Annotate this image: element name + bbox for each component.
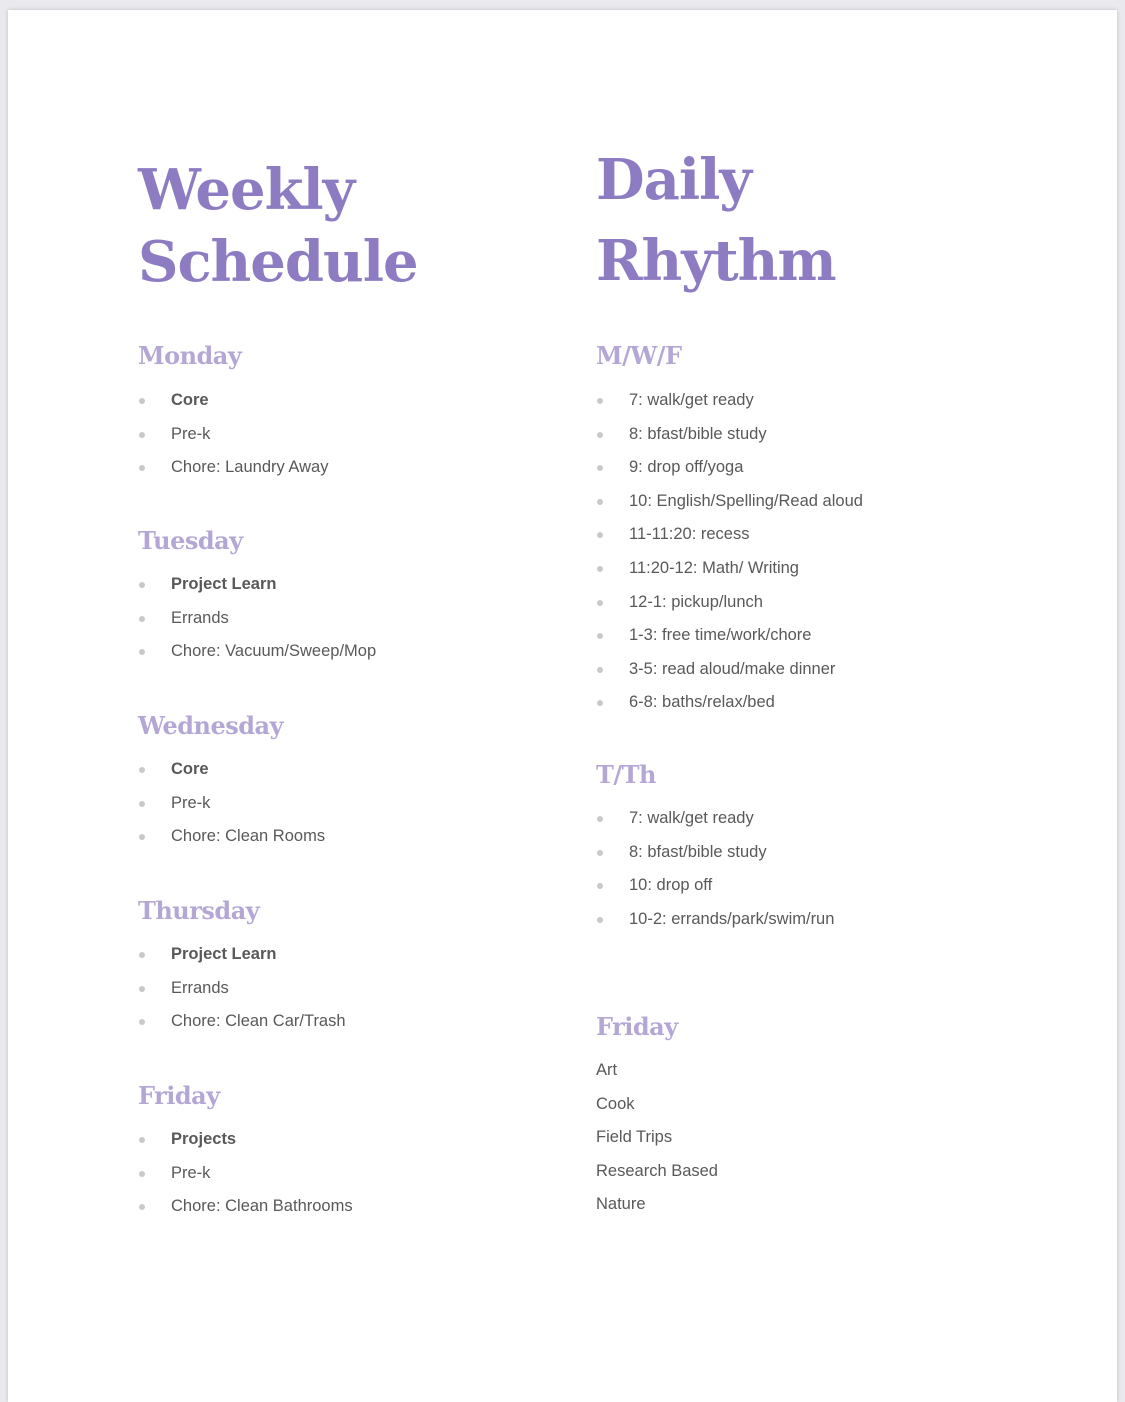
rhythm-heading-mwf: M/W/F bbox=[596, 341, 682, 370]
bullet-icon bbox=[597, 532, 603, 538]
list-item-text: Nature bbox=[596, 1195, 646, 1214]
document-page bbox=[8, 10, 1117, 1402]
rhythm-list-mwf bbox=[596, 384, 863, 720]
daily-title-line1: Daily bbox=[596, 147, 751, 213]
list-item bbox=[596, 552, 863, 586]
bullet-icon bbox=[139, 649, 145, 655]
bullet-icon bbox=[597, 465, 603, 471]
rhythm-list-tth bbox=[596, 802, 834, 936]
list-item bbox=[596, 1188, 718, 1222]
list-item-text: Chore: Laundry Away bbox=[171, 458, 329, 477]
list-item bbox=[138, 820, 325, 854]
list-item bbox=[138, 787, 325, 821]
list-item-text: Projects bbox=[171, 1130, 237, 1148]
list-item bbox=[596, 1088, 718, 1122]
list-item bbox=[138, 972, 346, 1006]
day-heading-thursday: Thursday bbox=[138, 896, 260, 925]
list-item bbox=[138, 1005, 346, 1039]
list-item bbox=[596, 653, 863, 687]
list-item bbox=[138, 753, 325, 787]
bullet-icon bbox=[597, 600, 603, 606]
bullet-icon bbox=[139, 616, 145, 622]
list-item bbox=[596, 1155, 718, 1189]
bullet-icon bbox=[597, 700, 603, 706]
list-item bbox=[596, 686, 863, 720]
rhythm-heading-friday: Friday bbox=[596, 1012, 678, 1041]
list-item-text: 9: drop off/yoga bbox=[629, 458, 744, 477]
list-item-text: Chore: Clean Car/Trash bbox=[171, 1012, 346, 1031]
rhythm-heading-tth: T/Th bbox=[596, 760, 656, 789]
list-item-text: 3-5: read aloud/make dinner bbox=[629, 659, 836, 678]
day-heading-tuesday: Tuesday bbox=[138, 526, 243, 555]
list-item bbox=[138, 451, 328, 485]
list-item-text: Pre-k bbox=[171, 424, 211, 443]
bullet-icon bbox=[139, 1019, 145, 1025]
bullet-icon bbox=[139, 1204, 145, 1210]
day-heading-friday: Friday bbox=[138, 1081, 220, 1110]
rhythm-list-friday bbox=[596, 1054, 718, 1222]
bullet-icon bbox=[139, 432, 145, 438]
day-heading-monday: Monday bbox=[138, 341, 242, 370]
list-item-text: 7: walk/get ready bbox=[629, 809, 754, 827]
list-item-text: 8: bfast/bible study bbox=[629, 424, 767, 443]
list-item bbox=[138, 635, 376, 669]
list-item-text: Research Based bbox=[596, 1161, 718, 1180]
list-item-text: Pre-k bbox=[171, 793, 211, 812]
bullet-icon bbox=[139, 1171, 145, 1177]
list-item-text: Cook bbox=[596, 1094, 635, 1113]
list-item bbox=[596, 586, 863, 620]
list-item-text: 11:20-12: Math/ Writing bbox=[629, 558, 799, 577]
list-item bbox=[596, 869, 834, 903]
day-list-friday bbox=[138, 1123, 353, 1224]
list-item-text: 10: drop off bbox=[629, 876, 713, 895]
list-item-text: Pre-k bbox=[171, 1163, 211, 1182]
list-item-text: 6-8: baths/relax/bed bbox=[629, 693, 775, 712]
bullet-icon bbox=[139, 801, 145, 807]
list-item-text: Chore: Vacuum/Sweep/Mop bbox=[171, 642, 377, 661]
list-item-text: 10-2: errands/park/swim/run bbox=[629, 909, 835, 928]
day-list-monday bbox=[138, 384, 328, 485]
day-list-thursday bbox=[138, 938, 346, 1039]
list-item bbox=[138, 602, 376, 636]
list-item-text: 10: English/Spelling/Read aloud bbox=[629, 491, 863, 510]
list-item bbox=[138, 1190, 353, 1224]
daily-title-line2: Rhythm bbox=[596, 228, 836, 294]
list-item bbox=[138, 384, 328, 418]
list-item bbox=[596, 384, 863, 418]
bullet-icon bbox=[597, 499, 603, 505]
bullet-icon bbox=[597, 816, 603, 822]
bullet-icon bbox=[139, 1137, 145, 1143]
list-item-text: Chore: Clean Rooms bbox=[171, 827, 326, 846]
list-item-text: Project Learn bbox=[171, 575, 277, 593]
bullet-icon bbox=[139, 465, 145, 471]
list-item bbox=[596, 485, 863, 519]
bullet-icon bbox=[597, 398, 603, 404]
list-item bbox=[596, 1121, 718, 1155]
list-item bbox=[596, 802, 834, 836]
list-item-text: 1-3: free time/work/chore bbox=[629, 626, 812, 645]
bullet-icon bbox=[139, 986, 145, 992]
bullet-icon bbox=[139, 834, 145, 840]
list-item bbox=[596, 619, 863, 653]
list-item bbox=[138, 1123, 353, 1157]
list-item-text: Core bbox=[171, 391, 209, 409]
day-list-tuesday bbox=[138, 568, 376, 669]
bullet-icon bbox=[597, 566, 603, 572]
list-item bbox=[596, 903, 834, 937]
list-item-text: Field Trips bbox=[596, 1128, 673, 1147]
list-item bbox=[596, 451, 863, 485]
bullet-icon bbox=[597, 432, 603, 438]
list-item-text: Art bbox=[596, 1061, 618, 1079]
list-item bbox=[138, 568, 376, 602]
bullet-icon bbox=[597, 883, 603, 889]
list-item-text: Errands bbox=[171, 978, 229, 997]
list-item-text: Core bbox=[171, 760, 209, 778]
list-item bbox=[596, 836, 834, 870]
list-item bbox=[596, 518, 863, 552]
list-item-text: 8: bfast/bible study bbox=[629, 842, 767, 861]
bullet-icon bbox=[597, 850, 603, 856]
weekly-title-line2: Schedule bbox=[138, 229, 418, 295]
bullet-icon bbox=[597, 633, 603, 639]
list-item-text: 7: walk/get ready bbox=[629, 391, 754, 409]
bullet-icon bbox=[139, 582, 145, 588]
bullet-icon bbox=[139, 767, 145, 773]
list-item-text: 12-1: pickup/lunch bbox=[629, 592, 763, 611]
list-item bbox=[596, 1054, 718, 1088]
list-item-text: Chore: Clean Bathrooms bbox=[171, 1197, 353, 1216]
list-item-text: Errands bbox=[171, 608, 229, 627]
day-heading-wednesday: Wednesday bbox=[138, 711, 284, 740]
day-list-wednesday bbox=[138, 753, 325, 854]
list-item-text: Project Learn bbox=[171, 945, 277, 963]
list-item bbox=[596, 418, 863, 452]
list-item-text: 11-11:20: recess bbox=[629, 525, 750, 544]
bullet-icon bbox=[139, 952, 145, 958]
bullet-icon bbox=[139, 398, 145, 404]
list-item bbox=[138, 418, 328, 452]
bullet-icon bbox=[597, 917, 603, 923]
list-item bbox=[138, 1157, 353, 1191]
bullet-icon bbox=[597, 667, 603, 673]
list-item bbox=[138, 938, 346, 972]
weekly-title-line1: Weekly bbox=[138, 157, 355, 223]
